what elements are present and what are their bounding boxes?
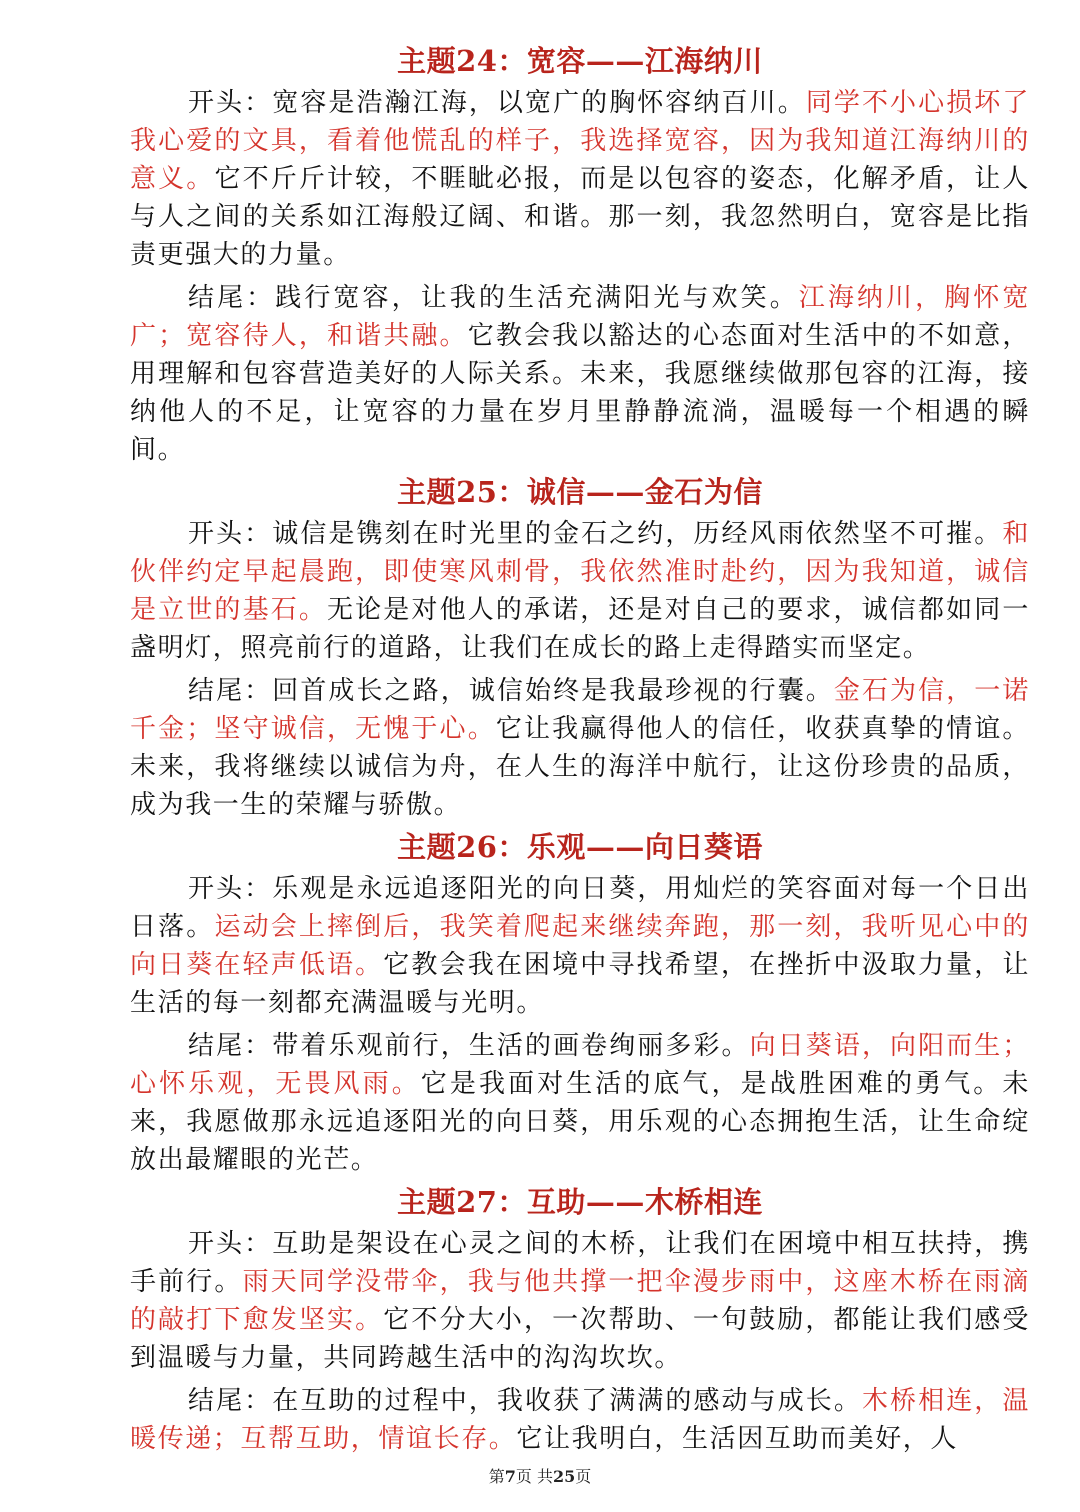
highlighted-text: 金石为信，一诺千金；坚守诚信，无愧于心。	[130, 676, 1030, 744]
page-footer	[0, 1464, 1080, 1487]
paragraph-text: 回首成长之路，诚信始终是我最珍视的行囊。	[272, 676, 834, 706]
ending-label: 结尾：	[188, 283, 276, 313]
highlighted-text: 江海纳川，胸怀宽广；宽容待人，和谐共融。	[130, 283, 1030, 351]
footer-middle: 页 共	[515, 1467, 553, 1486]
ending-label: 结尾：	[188, 676, 273, 706]
ending-label: 结尾：	[188, 1386, 273, 1416]
paragraph-text: 带着乐观前行，生活的画卷绚丽多彩。	[272, 1031, 750, 1061]
highlighted-text: 和伙伴约定早起晨跑，即使寒风刺骨，我依然准时赴约，因为我知道，诚信是立世的基石。	[130, 519, 1030, 625]
footer-suffix: 页	[575, 1467, 592, 1486]
paragraph-text: 它不分大小，一次帮助、一句鼓励，都能让我们感受到温暖与力量，共同跨越生活中的沟沟坎坎。	[130, 1305, 1030, 1373]
ending-paragraph	[130, 1027, 1030, 1179]
highlighted-text: 同学不小心损坏了我心爱的文具，看着他慌乱的样子，我选择宽容，因为我知道江海纳川的意义。	[130, 88, 1030, 194]
section-title: 主题25：诚信——金石为信	[397, 475, 763, 509]
highlighted-text: 雨天同学没带伞，我与他共撑一把伞漫步雨中，这座木桥在雨滴的敲打下愈发坚实。	[130, 1267, 1030, 1335]
ending-paragraph	[130, 1382, 1030, 1458]
paragraph-text: 它让我明白，生活因互助而美好，人	[516, 1424, 959, 1454]
page-content	[130, 38, 1030, 1458]
paragraph-text: 宽容是浩瀚江海，以宽广的胸怀容纳百川。	[272, 88, 806, 118]
section-title: 主题24：宽容——江海纳川	[397, 44, 763, 78]
paragraph-text: 它教会我以豁达的心态面对生活中的不如意，用理解和包容营造美好的人际关系。未来，我愿继续做那包容的江海，接纳他人的不足，让宽容的力量在岁月里静静流淌，温暖每一个相遇的瞬间。	[130, 321, 1030, 465]
paragraph-text: 践行宽容，让我的生活充满阳光与欢笑。	[275, 283, 799, 313]
highlighted-text: 向日葵语，向阳而生；心怀乐观，无畏风雨。	[130, 1031, 1030, 1099]
opening-paragraph	[130, 515, 1030, 667]
paragraph-text: 互助是架设在心灵之间的木桥，让我们在困境中相互扶持，携手前行。	[130, 1229, 1030, 1297]
paragraph-text: 在互助的过程中，我收获了满满的感动与成长。	[272, 1386, 862, 1416]
ending-paragraph	[130, 672, 1030, 824]
opening-label: 开头：	[188, 519, 273, 549]
paragraph-text: 它让我赢得他人的信任，收获真挚的情谊。未来，我将继续以诚信为舟，在人生的海洋中航行，让这份珍贵的品质，成为我一生的荣耀与骄傲。	[130, 714, 1030, 820]
opening-label: 开头：	[188, 88, 273, 118]
paragraph-text: 它教会我在困境中寻找希望，在挫折中汲取力量，让生活的每一刻都充满温暖与光明。	[130, 950, 1030, 1018]
section-title: 主题26：乐观——向日葵语	[397, 830, 763, 864]
current-page-number: 7	[504, 1467, 516, 1486]
paragraph-text: 无论是对他人的承诺，还是对自己的要求，诚信都如同一盏明灯，照亮前行的道路，让我们在成长的路上走得踏实而坚定。	[130, 595, 1030, 663]
section-title: 主题27：互助——木桥相连	[397, 1185, 763, 1219]
highlighted-text: 木桥相连，温暖传递；互帮互助，情谊长存。	[130, 1386, 1030, 1454]
opening-label: 开头：	[188, 1229, 273, 1259]
paragraph-text: 它是我面对生活的底气，是战胜困难的勇气。未来，我愿做那永远追逐阳光的向日葵，用乐观的心态拥抱生活，让生命绽放出最耀眼的光芒。	[130, 1069, 1030, 1175]
ending-label: 结尾：	[188, 1031, 273, 1061]
opening-paragraph	[130, 84, 1030, 274]
opening-paragraph	[130, 870, 1030, 1022]
paragraph-text: 乐观是永远追逐阳光的向日葵，用灿烂的笑容面对每一个日出日落。	[130, 874, 1030, 942]
paragraph-text: 它不斤斤计较，不睚眦必报，而是以包容的姿态，化解矛盾，让人与人之间的关系如江海般辽阔、和谐。那一刻，我忽然明白，宽容是比指责更强大的力量。	[130, 164, 1030, 270]
opening-paragraph	[130, 1225, 1030, 1377]
ending-paragraph	[130, 279, 1030, 469]
highlighted-text: 运动会上摔倒后，我笑着爬起来继续奔跑，那一刻，我听见心中的向日葵在轻声低语。	[130, 912, 1030, 980]
paragraph-text: 诚信是镌刻在时光里的金石之约，历经风雨依然坚不可摧。	[272, 519, 1003, 549]
footer-prefix: 第	[488, 1467, 505, 1486]
opening-label: 开头：	[188, 874, 273, 904]
total-pages: 25	[552, 1467, 576, 1486]
